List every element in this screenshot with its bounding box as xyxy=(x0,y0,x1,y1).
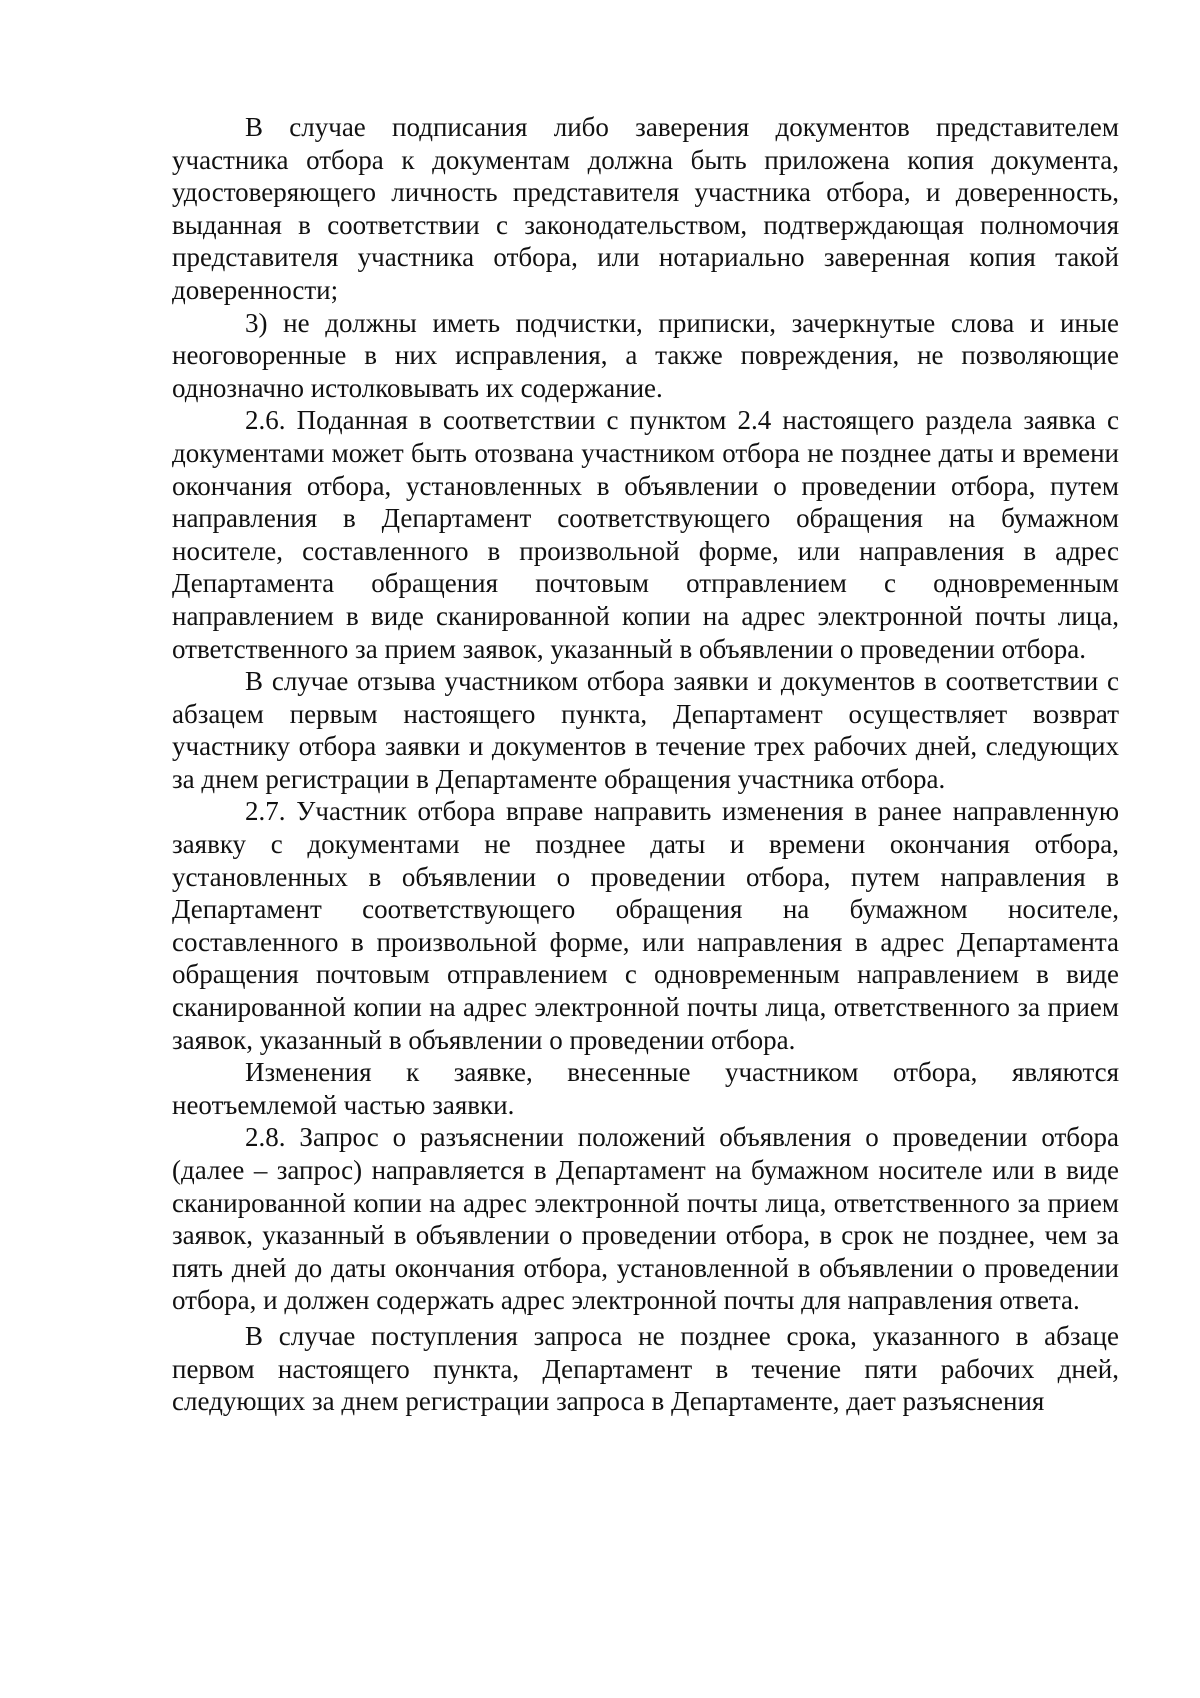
paragraph-request-response: В случае поступления запроса не позднее срока, указанного в абзаце первом настоящего пункта, Департамент в течение пяти рабочих дней, следующих за днем регистрации запроса в Департаменте, дает разъяснения xyxy=(172,1320,1119,1417)
paragraph-item-3: 3) не должны иметь подчистки, приписки, зачеркнутые слова и иные неоговоренные в них исправления, а также повреждения, не позволяющие однозначно истолковывать их содержание. xyxy=(172,307,1119,403)
paragraph-representative-documents: В случае подписания либо заверения документов представителем участника отбора к документам должна быть приложена копия документа, удостоверяющего личность представителя участника отбора, и доверенность, выданная в соответствии с законодательством, подтверждающая полномочия представителя участника отбора, или нотариально заверенная копия такой доверенности; xyxy=(172,112,1119,305)
paragraph-2-6: 2.6. Поданная в соответствии с пунктом 2.4 настоящего раздела заявка с документами может быть отозвана участником отбора не позднее даты и времени окончания отбора, установленных в объявлении о проведении отбора, путем направления в Департамент соответствующего обращения на бумажном носителе, составленного в произвольной форме, или направления в адрес Департамента обращения почтовым отправлением с одновременным направлением в виде сканированной копии на адрес электронной почты лица, ответственного за прием заявок, указанный в объявлении о проведении отбора. xyxy=(172,405,1119,664)
paragraph-withdrawal-return: В случае отзыва участником отбора заявки и документов в соответствии с абзацем первым настоящего пункта, Департамент осуществляет возврат участнику отбора заявки и документов в течение трех рабочих дней, следующих за днем регистрации в Департаменте обращения участника отбора. xyxy=(172,666,1119,794)
paragraph-2-7: 2.7. Участник отбора вправе направить изменения в ранее направленную заявку с документами не позднее даты и времени окончания отбора, установленных в объявлении о проведении отбора, путем направления в Департамент соответствующего обращения на бумажном носителе, составленного в произвольной форме, или направления в адрес Департамента обращения почтовым отправлением с одновременным направлением в виде сканированной копии на адрес электронной почты лица, ответственного за прием заявок, указанный в объявлении о проведении отбора. xyxy=(172,796,1119,1055)
document-body xyxy=(172,111,1119,1418)
paragraph-changes-part-of-application: Изменения к заявке, внесенные участником отбора, являются неотъемлемой частью заявки. xyxy=(172,1057,1119,1120)
paragraph-2-8: 2.8. Запрос о разъяснении положений объявления о проведении отбора (далее – запрос) направляется в Департамент на бумажном носителе или в виде сканированной копии на адрес электронной почты лица, ответственного за прием заявок, указанный в объявлении о проведении отбора, в срок не позднее, чем за пять дней до даты окончания отбора, установленной в объявлении о проведении отбора, и должен содержать адрес электронной почты для направления ответа. xyxy=(172,1122,1119,1316)
